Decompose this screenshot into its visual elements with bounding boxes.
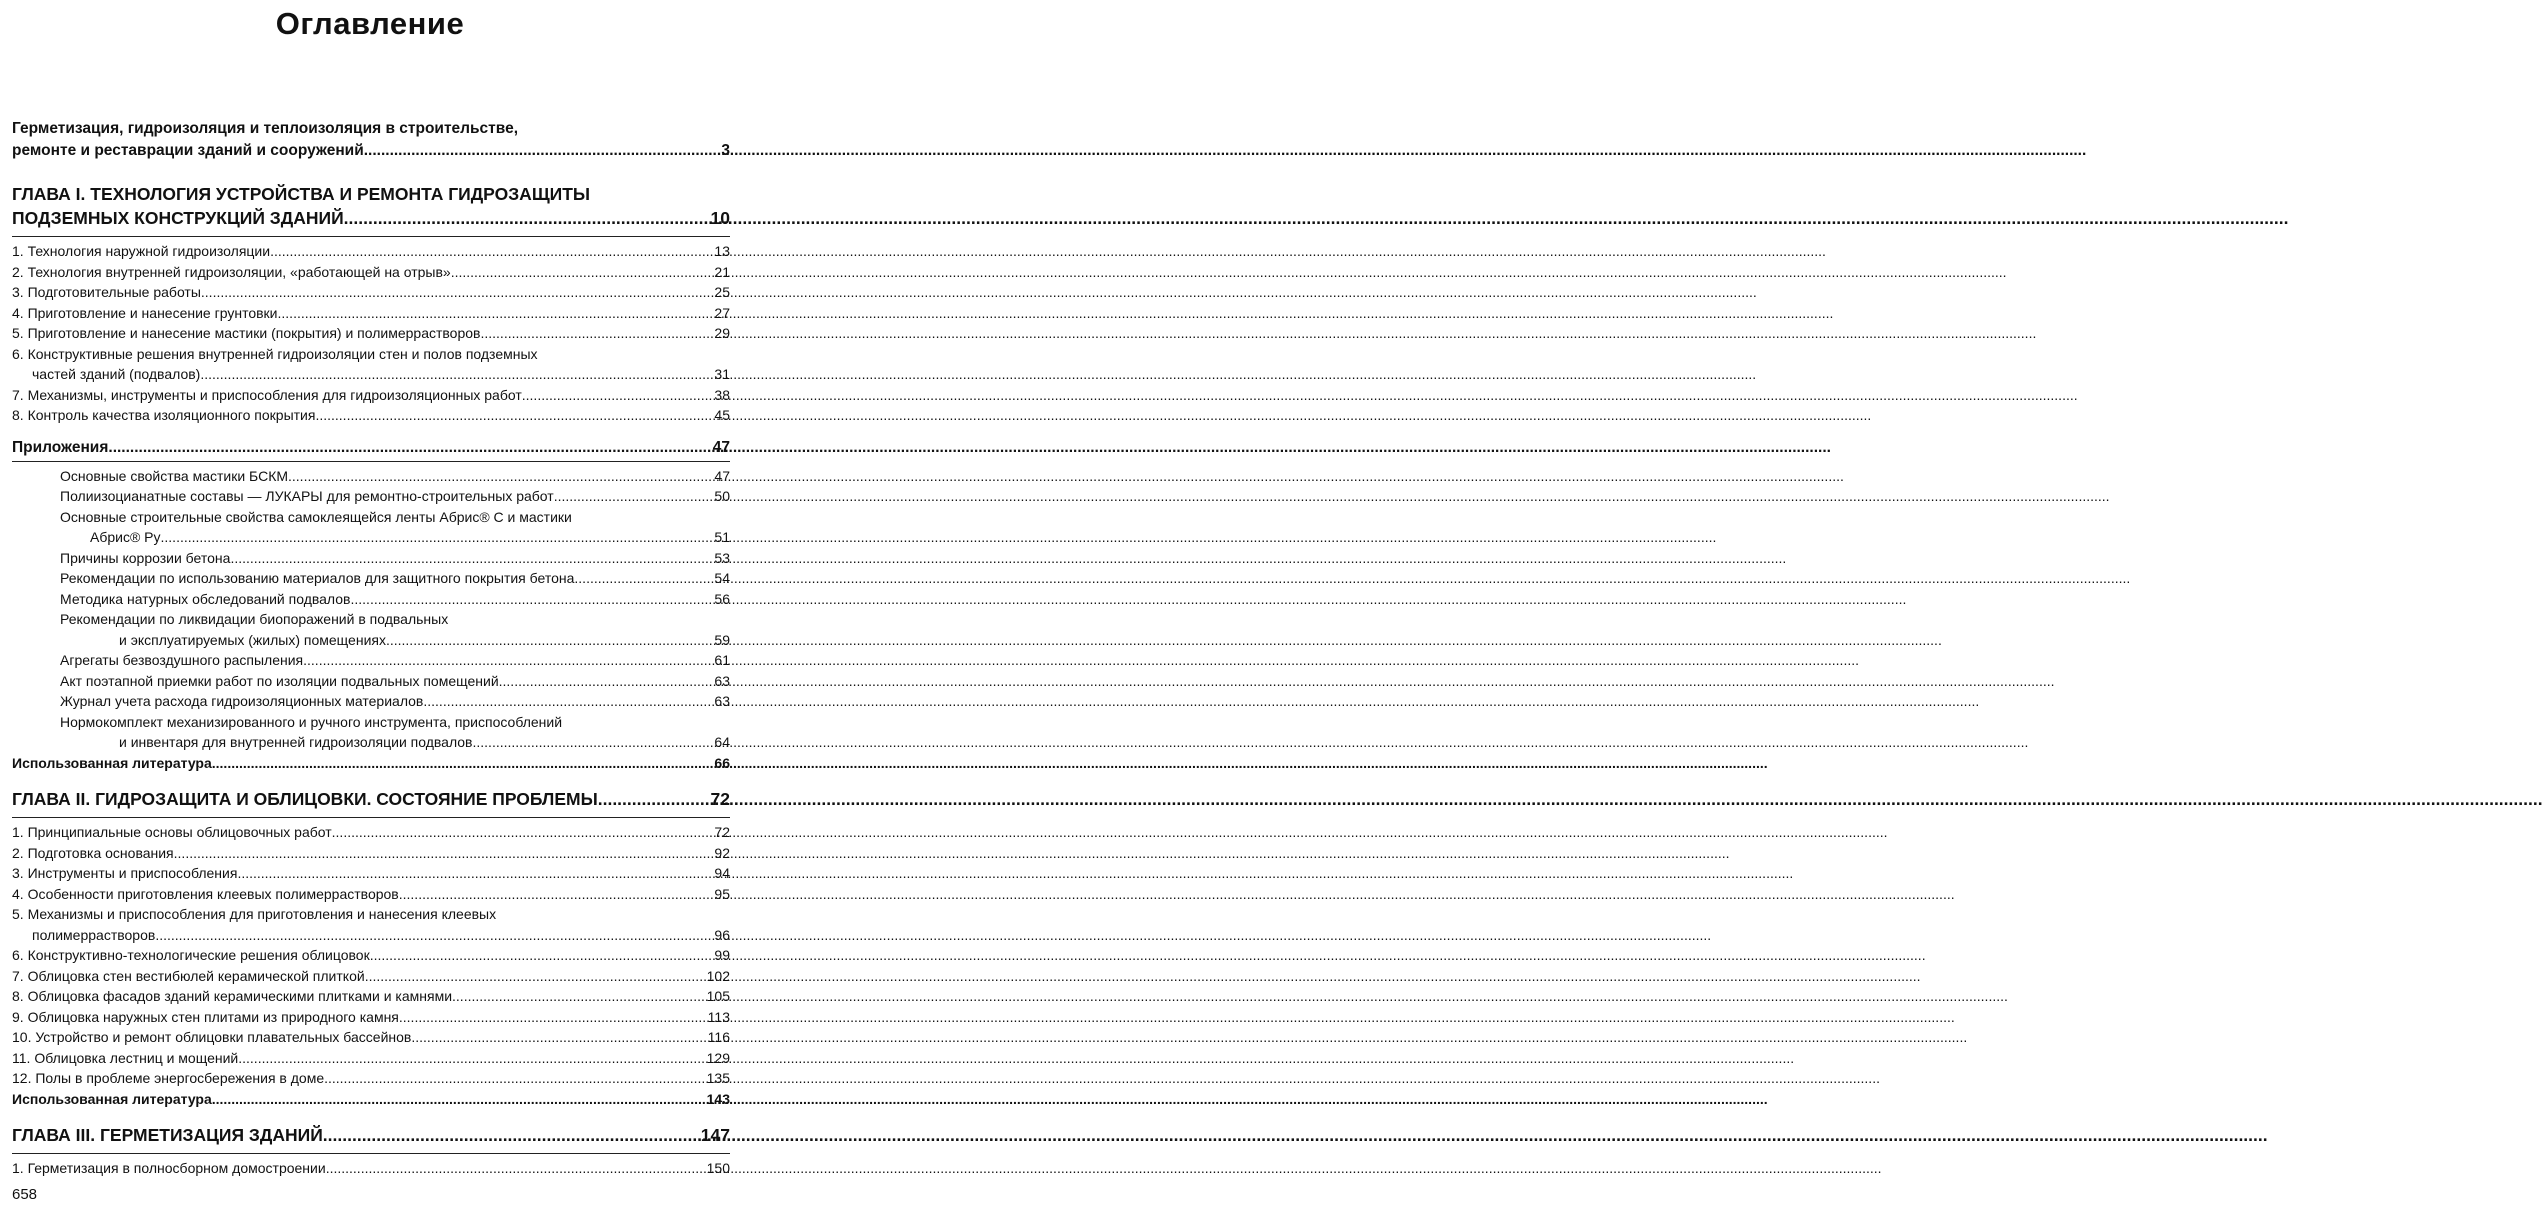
intro-page: 3 (721, 142, 730, 159)
toc-item-text: 4. Приготовление и нанесение грунтовки (12, 304, 278, 321)
leader-dots (315, 405, 714, 426)
intro-line-2: ремонте и реставрации зданий и сооружений (12, 142, 364, 159)
toc-item[interactable] (12, 863, 730, 884)
toc-item[interactable] (12, 1068, 730, 1089)
toc-item-text: 8. Облицовка фасадов зданий керамическими плитками и камнями (12, 988, 453, 1004)
toc-item-page: 72 (714, 824, 730, 840)
toc-item-page: 54 (714, 570, 730, 586)
toc-item-page: 113 (707, 1008, 730, 1025)
leader-dots (108, 437, 712, 459)
toc-item[interactable] (12, 486, 730, 507)
toc-item-text[interactable]: 5. Механизмы и приспособления для приготовления и нанесения клеевых (12, 906, 497, 922)
intro-line-1: Герметизация, гидроизоляция и теплоизоляция в строительстве, (12, 120, 519, 137)
toc-item-page: 47 (714, 467, 730, 484)
toc-item-text: 1. Принципиальные основы облицовочных работ (12, 824, 332, 840)
toc-item[interactable] (12, 630, 730, 651)
toc-item[interactable] (12, 671, 730, 692)
chapter1-title-line-1: ГЛАВА I. ТЕХНОЛОГИЯ УСТРОЙСТВА И РЕМОНТА ГИДРОЗАЩИТЫ (12, 184, 591, 204)
toc-item-page: 129 (706, 1049, 730, 1066)
table-of-contents (12, 118, 730, 1179)
toc-item-continuation: Абрис® Ру (90, 529, 161, 545)
toc-item-text: Журнал учета расхода гидроизоляционных материалов (60, 693, 424, 709)
leader-dots (238, 1048, 706, 1069)
toc-item-page: 21 (714, 263, 730, 280)
leader-dots (212, 753, 715, 774)
toc-item-text: Методика натурных обследований подвалов (60, 590, 351, 607)
page-number: 658 (12, 1186, 38, 1203)
toc-item[interactable] (12, 945, 730, 966)
toc-item-text: 7. Механизмы, инструменты и приспособления для гидроизоляционных работ (12, 386, 522, 403)
chapter1-title-line-2: ПОДЗЕМНЫХ КОНСТРУКЦИЙ ЗДАНИЙ (12, 208, 344, 228)
leader-dots (399, 884, 715, 905)
literature-entry[interactable] (12, 1089, 730, 1110)
toc-item-page: 63 (714, 693, 730, 709)
leader-dots (237, 863, 714, 884)
divider (12, 1153, 730, 1154)
appendices-entry[interactable] (12, 437, 730, 459)
literature-entry[interactable] (12, 753, 730, 774)
toc-item[interactable] (12, 650, 730, 671)
toc-item[interactable] (12, 1007, 730, 1028)
toc-item-page: 96 (714, 926, 730, 943)
toc-item-text: 10. Устройство и ремонт облицовки плавательных бассейнов (12, 1029, 412, 1045)
toc-item-text: Рекомендации по использованию материалов для защитного покрытия бетона (60, 570, 575, 586)
toc-item-page: 99 (714, 947, 730, 963)
literature-title: Использованная литература (12, 754, 212, 771)
toc-item-continuation: и эксплуатируемых (жилых) помещениях (119, 631, 386, 648)
toc-item-text: Причины коррозии бетона (60, 549, 231, 566)
leader-dots (522, 385, 715, 406)
toc-item[interactable] (12, 364, 730, 385)
toc-item[interactable] (12, 1158, 730, 1179)
toc-item-page: 95 (714, 885, 730, 902)
leader-dots (554, 486, 715, 507)
toc-item-text: Агрегаты безвоздушного распыления (60, 652, 304, 668)
intro-entry[interactable] (12, 140, 730, 162)
leader-dots (399, 1007, 708, 1028)
toc-item-page: 92 (714, 844, 730, 861)
toc-item-text: 5. Приготовление и нанесение мастики (покрытия) и полимеррастворов (12, 325, 481, 341)
leader-dots (423, 691, 714, 712)
leader-dots (326, 1158, 707, 1179)
toc-item-continuation: частей зданий (подвалов) (32, 366, 201, 382)
literature-title: Использованная литература (12, 1090, 212, 1107)
chapter2-page: 72 (710, 789, 730, 809)
leader-dots (480, 323, 714, 344)
chapter1-page: 10 (710, 208, 730, 228)
toc-item-page: 38 (714, 386, 730, 403)
leader-dots (230, 548, 714, 569)
toc-item-text: 9. Облицовка наружных стен плитами из природного камня (12, 1008, 399, 1025)
leader-dots (278, 303, 715, 324)
divider (12, 236, 730, 237)
leader-dots (364, 140, 722, 162)
toc-item-page: 31 (714, 366, 730, 382)
toc-item[interactable] (12, 691, 730, 712)
leader-dots (386, 630, 714, 651)
leader-dots (161, 527, 715, 548)
toc-item-text[interactable]: Основные строительные свойства самоклеящейся ленты Абрис® С и мастики (60, 508, 572, 525)
divider (12, 461, 730, 462)
toc-item[interactable] (12, 282, 730, 303)
toc-item-page: 102 (706, 967, 730, 984)
toc-item[interactable] (12, 925, 730, 946)
chapter2-title: ГЛАВА II. ГИДРОЗАЩИТА И ОБЛИЦОВКИ. СОСТОЯНИЕ ПРОБЛЕМЫ (12, 789, 598, 809)
toc-item-text: 7. Облицовка стен вестибюлей керамической плиткой (12, 967, 365, 984)
leader-dots (365, 966, 707, 987)
toc-item-text: 12. Полы в проблеме энергосбережения в доме (12, 1070, 325, 1086)
leader-dots (351, 589, 715, 610)
toc-item-text[interactable]: Нормокомплект механизированного и ручного инструмента, приспособлений (60, 713, 563, 730)
literature-page: 143 (706, 1090, 730, 1107)
toc-item-page: 50 (714, 488, 730, 504)
toc-item[interactable] (12, 822, 730, 843)
toc-item[interactable] (12, 323, 730, 344)
toc-item-page: 25 (714, 284, 730, 300)
toc-item[interactable] (12, 884, 730, 905)
appendices-title: Приложения (12, 438, 109, 456)
toc-item-page: 53 (714, 549, 730, 566)
toc-item-page: 56 (714, 590, 730, 607)
toc-item-continuation: и инвентаря для внутренней гидроизоляции подвалов (119, 734, 473, 750)
leader-dots (324, 1068, 707, 1089)
toc-item-page: 135 (706, 1070, 730, 1086)
toc-item[interactable] (12, 966, 730, 987)
leader-dots (270, 241, 714, 262)
leader-dots (574, 568, 714, 589)
toc-item-page: 59 (714, 631, 730, 648)
leader-dots (473, 732, 715, 753)
toc-item[interactable] (12, 986, 730, 1007)
toc-item-page: 61 (714, 652, 730, 668)
leader-dots (598, 787, 711, 811)
chapter3-entry[interactable] (12, 1123, 730, 1147)
literature-page: 66 (714, 754, 730, 771)
leader-dots (174, 843, 715, 864)
leader-dots (288, 466, 714, 487)
toc-item-page: 94 (714, 865, 730, 881)
chapter3-title: ГЛАВА III. ГЕРМЕТИЗАЦИЯ ЗДАНИЙ (12, 1125, 323, 1145)
page-title: Оглавление (275, 6, 465, 41)
toc-item[interactable] (12, 1027, 730, 1048)
toc-item-page: 150 (706, 1160, 730, 1176)
toc-item-text: Акт поэтапной приемки работ по изоляции подвальных помещений (60, 672, 499, 689)
toc-item[interactable] (12, 385, 730, 406)
toc-item-continuation: полимеррастворов (32, 926, 156, 943)
leader-dots (370, 945, 715, 966)
toc-item[interactable] (12, 548, 730, 569)
leader-dots (323, 1123, 701, 1147)
leader-dots (155, 925, 714, 946)
chapter2-entry[interactable] (12, 787, 730, 811)
toc-item[interactable] (12, 568, 730, 589)
leader-dots (344, 206, 711, 230)
chapter1-entry[interactable] (12, 206, 730, 230)
toc-item[interactable] (12, 843, 730, 864)
toc-item-page: 29 (714, 325, 730, 341)
toc-item[interactable] (12, 262, 730, 283)
toc-item[interactable] (12, 732, 730, 753)
leader-dots (212, 1089, 707, 1110)
toc-item-text: 1. Технология наружной гидроизоляции (12, 243, 271, 259)
chapter3-page: 147 (700, 1125, 730, 1145)
leader-dots (303, 650, 714, 671)
toc-item[interactable] (12, 241, 730, 262)
toc-item-page: 63 (714, 672, 730, 689)
toc-item-page: 105 (706, 988, 730, 1004)
toc-item-text: Основные свойства мастики БСКМ (60, 467, 289, 484)
toc-item-page: 116 (707, 1029, 730, 1045)
toc-item-page: 64 (714, 734, 730, 750)
leader-dots (452, 986, 707, 1007)
toc-item-text: 4. Особенности приготовления клеевых полимеррастворов (12, 885, 399, 902)
toc-item-text: 2. Подготовка основания (12, 844, 174, 861)
appendices-page: 47 (712, 438, 730, 456)
toc-item[interactable] (12, 303, 730, 324)
leader-dots (332, 822, 715, 843)
toc-item[interactable] (12, 589, 730, 610)
toc-item-text: 8. Контроль качества изоляционного покрытия (12, 407, 316, 423)
leader-dots (201, 282, 715, 303)
toc-item[interactable] (12, 527, 730, 548)
divider (12, 817, 730, 818)
toc-item-text[interactable]: 6. Конструктивные решения внутренней гидроизоляции стен и полов подземных (12, 345, 538, 362)
toc-item-page: 27 (714, 304, 730, 321)
toc-item[interactable] (12, 405, 730, 426)
toc-item-text: 11. Облицовка лестниц и мощений (12, 1049, 239, 1066)
toc-item[interactable] (12, 466, 730, 487)
toc-item-text: 6. Конструктивно-технологические решения облицовок (12, 947, 370, 963)
toc-item-text: 2. Технология внутренней гидроизоляции, «работающей на отрыв» (12, 263, 451, 280)
toc-item-text: 1. Герметизация в полносборном домостроении (12, 1160, 326, 1176)
toc-item-page: 51 (714, 529, 730, 545)
toc-item-text: 3. Подготовительные работы (12, 284, 201, 300)
leader-dots (451, 262, 715, 283)
toc-item-page: 45 (714, 407, 730, 423)
toc-item-text[interactable]: Рекомендации по ликвидации биопоражений в подвальных (60, 611, 449, 627)
leader-dots (200, 364, 714, 385)
toc-item-page: 13 (714, 243, 730, 259)
toc-item-text: 3. Инструменты и приспособления (12, 865, 238, 881)
leader-dots (411, 1027, 707, 1048)
toc-item-text: Полиизоцианатные составы — ЛУКАРЫ для ремонтно-строительных работ (60, 488, 554, 504)
leader-dots (499, 671, 715, 692)
toc-item[interactable] (12, 1048, 730, 1069)
